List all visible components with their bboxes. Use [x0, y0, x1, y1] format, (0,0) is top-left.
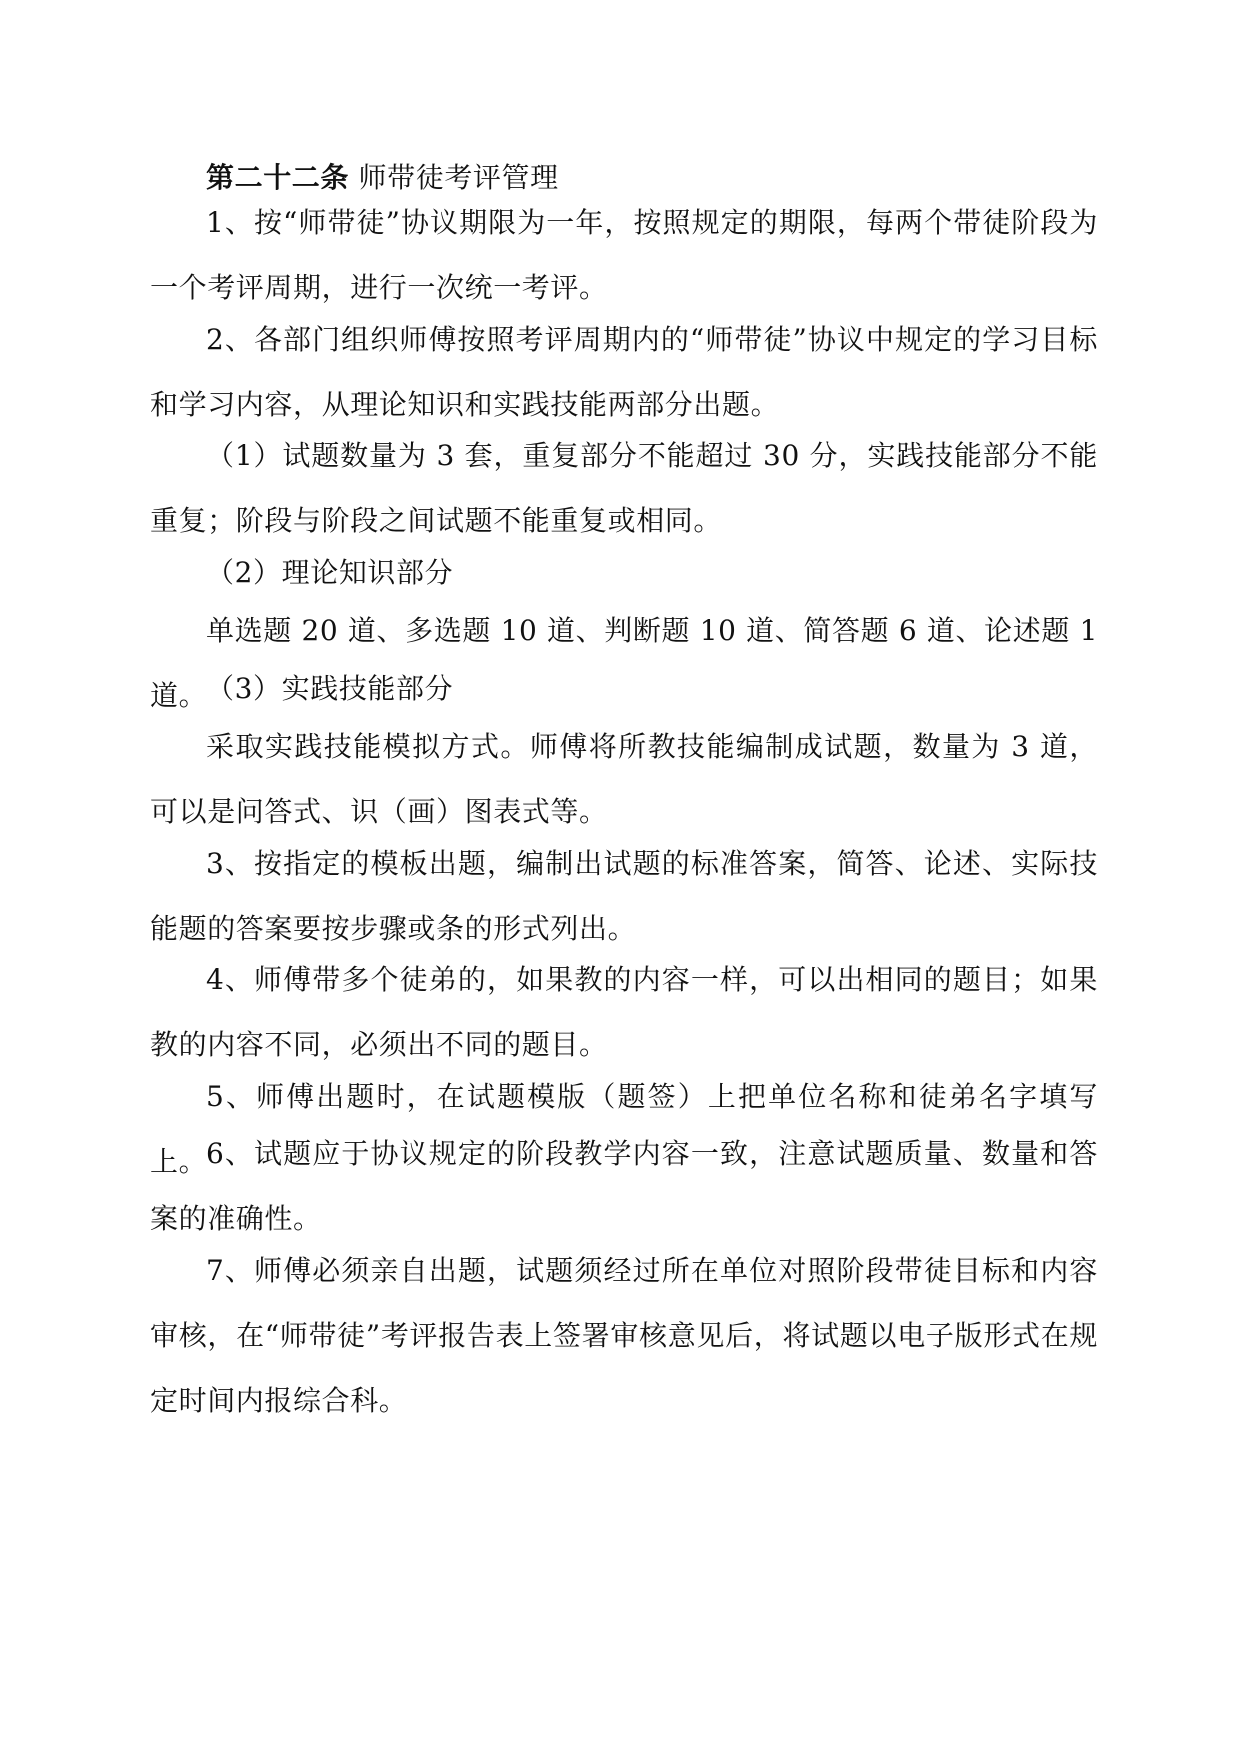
- paragraph-5: 5、师傅出题时，在试题模版（题签）上把单位名称和徒弟名字填写上。: [150, 1080, 1098, 1178]
- paragraph-2: 2、各部门组织师傅按照考评周期内的“师带徒”协议中规定的学习目标和学习内容，从理论知识和实践技能两部分出题。: [150, 323, 1098, 421]
- paragraph-2-2-body: 单选题 20 道、多选题 10 道、判断题 10 道、简答题 6 道、论述题 1 道。: [150, 614, 1098, 712]
- paragraph-2-1: （1）试题数量为 3 套，重复部分不能超过 30 分，实践技能部分不能重复；阶段与阶段之间试题不能重复或相同。: [150, 439, 1098, 537]
- article-title: 师带徒考评管理: [358, 161, 559, 194]
- paragraph-1: 1、按“师带徒”协议期限为一年，按照规定的期限，每两个带徒阶段为一个考评周期，进行一次统一考评。: [150, 206, 1098, 304]
- paragraph-2-3-body: 采取实践技能模拟方式。师傅将所教技能编制成试题，数量为 3 道，可以是问答式、识（画）图表式等。: [150, 730, 1098, 828]
- article-number: 第二十二条: [206, 161, 350, 194]
- paragraph-2-3-heading: （3）实践技能部分: [206, 672, 454, 705]
- paragraph-7: 7、师傅必须亲自出题，试题须经过所在单位对照阶段带徒目标和内容审核，在“师带徒”考评报告表上签署审核意见后，将试题以电子版形式在规定时间内报综合科。: [150, 1254, 1098, 1417]
- paragraph-2-2-heading: （2）理论知识部分: [206, 556, 454, 589]
- paragraph-3: 3、按指定的模板出题，编制出试题的标准答案，简答、论述、实际技能题的答案要按步骤或条的形式列出。: [150, 847, 1098, 945]
- paragraph-4: 4、师傅带多个徒弟的，如果教的内容一样，可以出相同的题目；如果教的内容不同，必须出不同的题目。: [150, 963, 1098, 1061]
- paragraph-6: 6、试题应于协议规定的阶段教学内容一致，注意试题质量、数量和答案的准确性。: [150, 1137, 1098, 1235]
